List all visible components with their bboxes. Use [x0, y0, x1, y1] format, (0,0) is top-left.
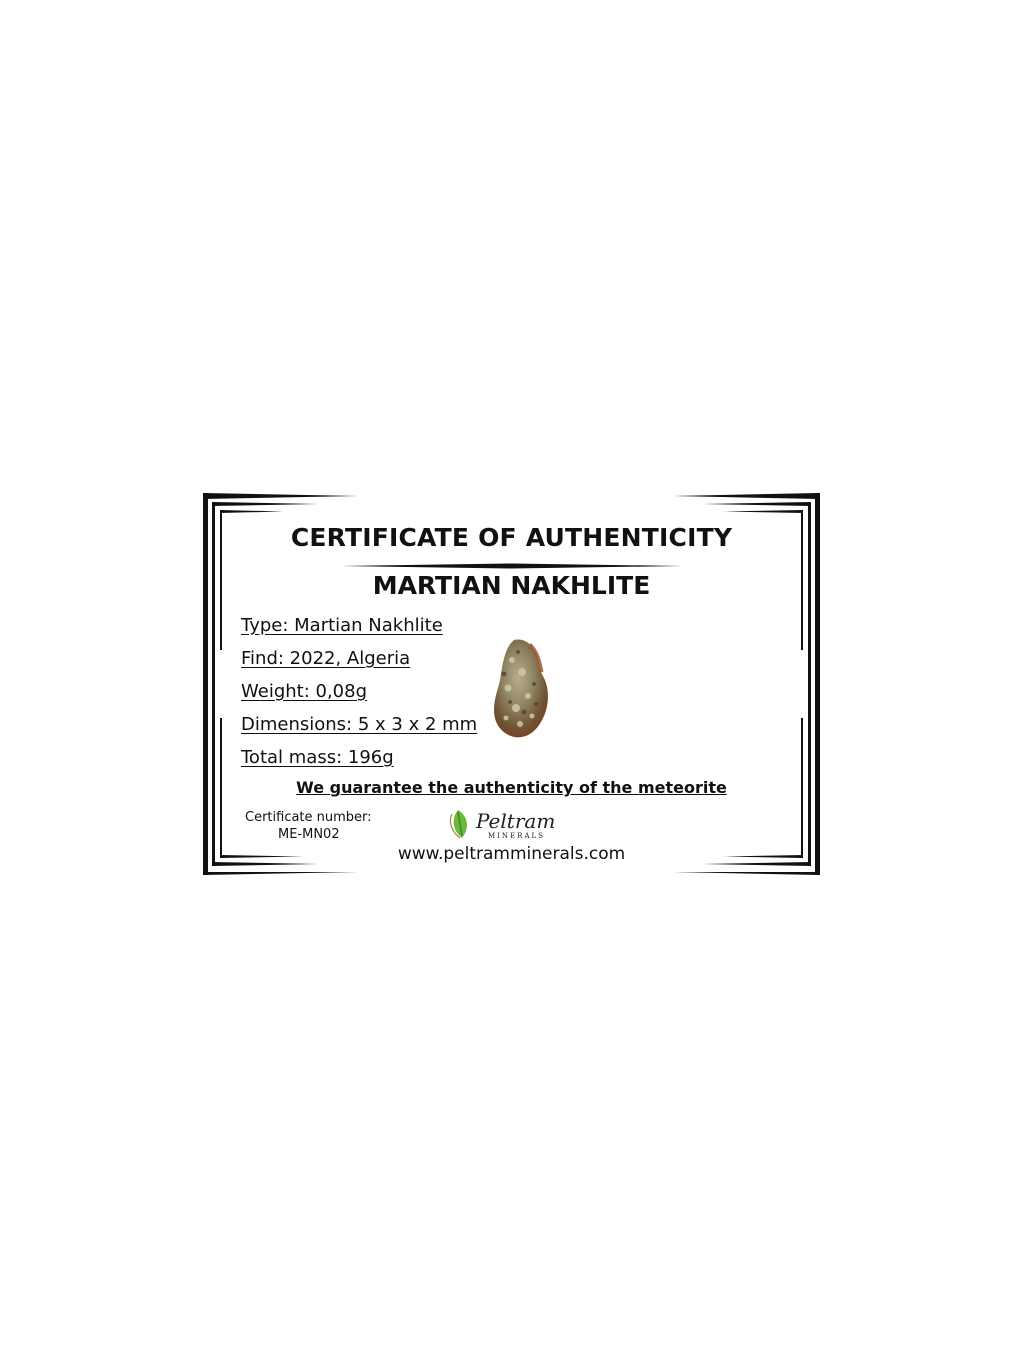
logo-name: Peltram — [476, 809, 556, 833]
field-find: Find: 2022, Algeria — [241, 648, 411, 669]
certificate-number-block — [245, 809, 372, 843]
logo-tagline: MINERALS — [488, 832, 545, 840]
leaf-icon — [450, 810, 467, 838]
field-dimensions: Dimensions: 5 x 3 x 2 mm — [241, 714, 478, 735]
certificate-number-label: Certificate number: — [245, 810, 372, 825]
specimen-details — [241, 609, 477, 774]
certificate-card — [203, 493, 820, 875]
certificate-title: CERTIFICATE OF AUTHENTICITY — [290, 523, 733, 552]
certificate-subtitle: MARTIAN NAKHLITE — [372, 571, 651, 600]
meteorite-image — [492, 638, 550, 740]
certificate-number: ME-MN02 — [278, 827, 340, 842]
guarantee-statement: We guarantee the authenticity of the meteorite — [296, 778, 727, 797]
field-type: Type: Martian Nakhlite — [241, 615, 443, 636]
title-divider — [341, 563, 683, 569]
field-total-mass: Total mass: 196g — [241, 747, 394, 768]
peltram-logo — [448, 806, 558, 844]
website-url[interactable]: www.peltramminerals.com — [397, 844, 626, 864]
field-weight: Weight: 0,08g — [241, 681, 367, 702]
